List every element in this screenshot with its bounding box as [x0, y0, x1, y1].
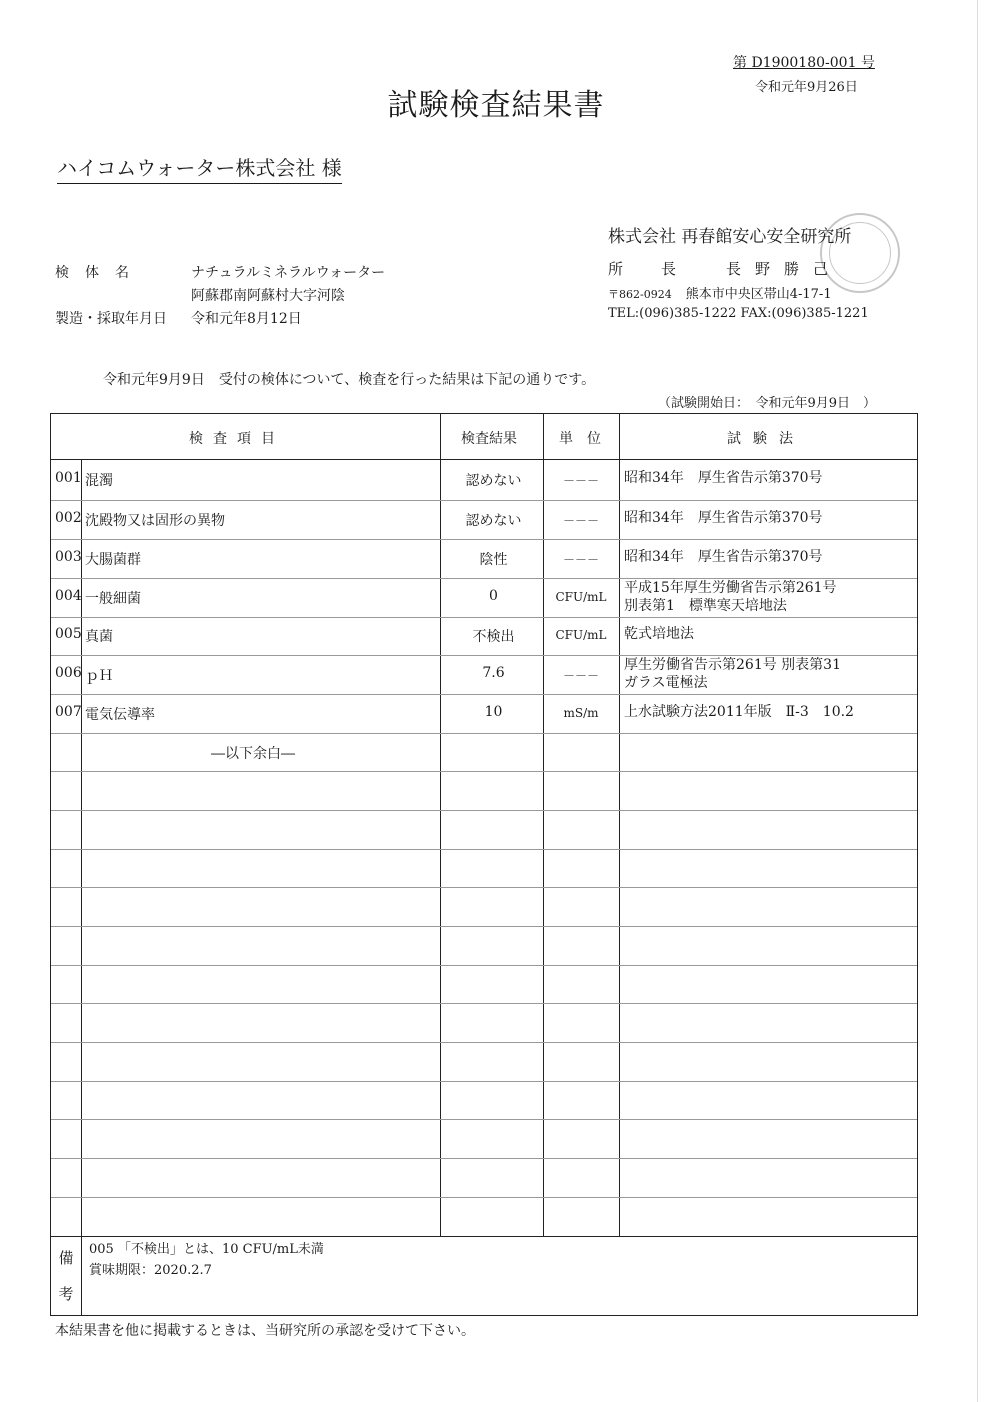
sample-name-value: ナチュラルミネラルウォーター — [191, 265, 386, 281]
col-divider-method — [619, 414, 620, 1236]
row-result: 不検出 — [472, 629, 515, 645]
row-unit: －－－ — [562, 474, 599, 488]
lab-tel-fax: TEL:(096)385-1222 FAX:(096)385-1221 — [608, 306, 869, 321]
postal-code: 〒862-0924 — [608, 288, 672, 301]
row-unit: CFU/mL — [555, 590, 607, 604]
header-result: 検査結果 — [461, 431, 517, 447]
row-item: 真菌 — [85, 629, 113, 645]
row-result: 陰性 — [479, 552, 508, 568]
row-method: 平成15年厚生労働省告示第261号 — [624, 580, 837, 596]
blank-below-note: ―以下余白― — [211, 746, 295, 762]
row-method: 厚生労働省告示第261号 別表第31 — [624, 657, 841, 673]
header-method: 試験法 — [727, 431, 805, 447]
row-result: 10 — [484, 704, 503, 720]
row-no: 004 — [55, 588, 82, 604]
row-item: 一般細菌 — [85, 591, 141, 607]
row-no: 006 — [55, 665, 82, 681]
director-name: 長野勝己 — [726, 260, 843, 278]
sample-date-label: 製造・採取年月日 — [55, 311, 167, 327]
header-unit: 単位 — [559, 431, 615, 447]
row-method-line2: 別表第1 標準寒天培地法 — [624, 598, 787, 614]
row-item: 混濁 — [85, 473, 113, 489]
row-result: 認めない — [465, 513, 522, 529]
row-unit: CFU/mL — [555, 628, 607, 642]
row-method: 昭和34年 厚生省告示第370号 — [624, 470, 823, 486]
intro-text: 令和元年9月9日 受付の検体について、検査を行った結果は下記の通りです。 — [103, 372, 596, 388]
remarks-line-1: 005 「不検出」とは、10 CFU/mL未満 — [89, 1242, 324, 1257]
row-unit: mS/m — [563, 706, 599, 720]
row-no: 002 — [55, 510, 82, 526]
row-item: ｐＨ — [85, 668, 113, 684]
sample-date-value: 令和元年8月12日 — [191, 311, 302, 327]
row-method: 上水試験方法2011年版 Ⅱ-3 10.2 — [624, 704, 854, 720]
row-method: 昭和34年 厚生省告示第370号 — [624, 549, 823, 565]
remarks-line-2: 賞味期限：2020.2.7 — [89, 1263, 212, 1278]
row-item: 大腸菌群 — [85, 552, 141, 568]
col-divider-result — [440, 414, 441, 1236]
row-item: 沈殿物又は固形の異物 — [85, 513, 225, 529]
director-label: 所長 — [608, 260, 715, 278]
row-item: 電気伝導率 — [85, 707, 155, 723]
row-unit: －－－ — [562, 553, 599, 567]
row-method: 乾式培地法 — [624, 626, 694, 642]
page-edge — [977, 0, 978, 1402]
addressee: ハイコムウォーター株式会社 様 — [57, 152, 342, 184]
remarks-label-1: 備 — [58, 1249, 74, 1267]
sample-location: 阿蘇郡南阿蘇村大字河陰 — [191, 288, 345, 304]
report-date: 令和元年9月26日 — [755, 80, 858, 95]
row-unit: －－－ — [562, 514, 599, 528]
col-divider-unit — [543, 414, 544, 1236]
row-no: 007 — [55, 704, 82, 720]
sample-name-label: 検体名 — [55, 265, 145, 281]
header-item: 検査項目 — [189, 431, 285, 447]
address-text: 熊本市中央区帯山4-17-1 — [685, 287, 832, 302]
lab-address — [608, 283, 832, 302]
row-result: 7.6 — [482, 665, 505, 681]
header-divider — [51, 459, 917, 460]
row-method: 昭和34年 厚生省告示第370号 — [624, 510, 823, 526]
report-number: 第 D1900180-001 号 — [733, 55, 875, 71]
row-unit: －－－ — [562, 669, 599, 683]
lab-name: 株式会社 再春館安心安全研究所 — [608, 227, 852, 247]
footer-note: 本結果書を他に掲載するときは、当研究所の承認を受けて下さい。 — [55, 1323, 475, 1339]
row-result: 認めない — [465, 473, 522, 489]
remarks-label-2: 考 — [58, 1285, 74, 1303]
row-no: 001 — [55, 470, 82, 486]
remarks-divider — [51, 1236, 917, 1237]
results-table — [50, 413, 918, 1316]
test-start-date: （試験開始日： 令和元年9月9日 ） — [658, 396, 877, 411]
row-no: 005 — [55, 626, 82, 642]
document-title: 試験検査結果書 — [387, 88, 605, 123]
row-result: 0 — [489, 588, 498, 604]
row-no: 003 — [55, 549, 82, 565]
row-method-line2: ガラス電極法 — [624, 675, 708, 691]
